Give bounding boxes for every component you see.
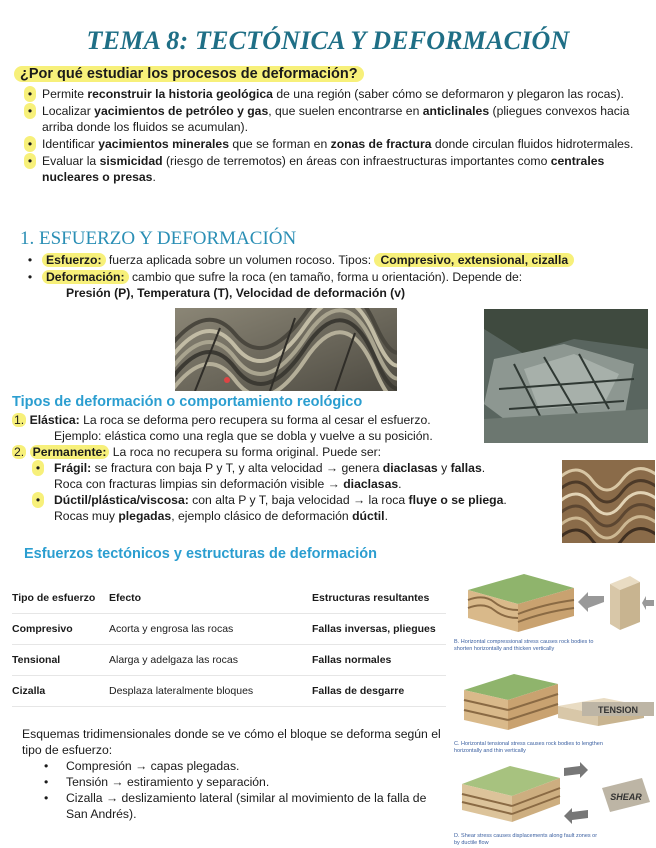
deformation-factors: Presión (P), Temperatura (T), Velocidad de deformación (v)	[66, 286, 406, 300]
tipos-heading: Tipos de deformación o comportamiento reológico	[12, 394, 363, 410]
diagram-caption: C. Horizontal tensional stress causes rock bodies to lengthen horizontally and thin vertically	[454, 741, 603, 754]
table-row	[12, 614, 446, 645]
table-row	[12, 676, 446, 707]
permanente-line: 2. Permanente: La roca no recupera su forma original. Puede ser:	[14, 445, 382, 459]
compression-diagram	[454, 570, 654, 650]
list-item: • Esfuerzo: fuerza aplicada sobre un volumen rocoso. Tipos: Compresivo, extensional, cizalla	[16, 252, 636, 268]
tipos-block	[12, 412, 552, 524]
table-header-row	[12, 583, 446, 614]
table-row	[12, 645, 446, 676]
list-item: • Permite reconstruir la historia geológica de una región (saber cómo se deformaron y plegaron las rocas).	[16, 86, 636, 102]
table-cell: Fallas normales	[312, 645, 446, 676]
table-cell: Cizalla	[12, 676, 109, 707]
ductil-line-2: Rocas muy plegadas, ejemplo clásico de deformación dúctil.	[54, 509, 388, 523]
list-item: • Cizalla → deslizamiento lateral (similar al movimiento de la falla de San Andrés).	[44, 791, 427, 821]
tension-diagram	[454, 668, 654, 752]
intro-question: ¿Por qué estudiar los procesos de deformación?	[14, 66, 364, 82]
intro-list	[16, 86, 636, 186]
esquemas-list	[22, 758, 450, 822]
elastica-line: 1. Elástica: La roca se deforma pero recupera su forma al cesar el esfuerzo.	[14, 413, 431, 427]
table-cell: Desplaza lateralmente bloques	[109, 676, 312, 707]
table-cell: Fallas de desgarre	[312, 676, 446, 707]
elastica-example: Ejemplo: elástica como una regla que se dobla y vuelve a su posición.	[54, 429, 433, 443]
section1-list	[16, 252, 636, 286]
folded-rock-photo	[175, 308, 397, 391]
esfuerzos-heading: Esfuerzos tectónicos y estructuras de deformación	[24, 546, 377, 562]
shear-label: SHEAR	[610, 792, 642, 802]
table-cell: Tensional	[12, 645, 109, 676]
diagram-caption: D. Shear stress causes displacements along fault zones or by ductile flow	[454, 833, 598, 846]
fragil-line: • Frágil: se fractura con baja P y T, y alta velocidad → genera diaclasas y fallas.	[12, 460, 552, 476]
table-cell: Acorta y engrosa las rocas	[109, 614, 312, 645]
tension-label: TENSION	[597, 705, 639, 715]
list-item: • Tensión → estiramiento y separación.	[44, 775, 270, 789]
table-cell: Alarga y adelgaza las rocas	[109, 645, 312, 676]
page-title: TEMA 8: TECTÓNICA Y DEFORMACIÓN	[86, 26, 570, 55]
diagram-caption: B. Horizontal compressional stress causes rock bodies to shorten horizontally and thicken vertically	[454, 639, 594, 652]
list-item: • Localizar yacimientos de petróleo y gas, que suelen encontrarse en anticlinales (pliegues convexos hacia arriba donde los fluidos se acumulan).	[16, 103, 636, 135]
ductil-line: • Dúctil/plástica/viscosa: con alta P y T, baja velocidad → la roca fluye o se pliega.	[12, 492, 552, 508]
esfuerzos-table	[12, 583, 446, 707]
table-header: Tipo de esfuerzo	[12, 583, 109, 614]
table-header: Efecto	[109, 583, 312, 614]
list-item: • Evaluar la sismicidad (riesgo de terremotos) en áreas con infraestructuras importantes como centrales nucleares o presas.	[16, 153, 636, 185]
list-item: • Compresión → capas plegadas.	[44, 759, 240, 773]
table-cell: Fallas inversas, pliegues	[312, 614, 446, 645]
table-cell: Compresivo	[12, 614, 109, 645]
section-heading: 1. ESFUERZO Y DEFORMACIÓN	[20, 228, 297, 249]
fragil-line-2: Roca con fracturas limpias sin deformación visible → diaclasas.	[54, 477, 402, 491]
esquemas-intro: Esquemas tridimensionales donde se ve cómo el bloque se deforma según el tipo de esfuerzo:	[22, 727, 441, 757]
ductile-fold-photo	[562, 460, 655, 543]
list-item: • Deformación: cambio que sufre la roca (en tamaño, forma u orientación). Depende de:	[27, 270, 523, 284]
table-header: Estructuras resultantes	[312, 583, 446, 614]
shear-diagram	[454, 758, 654, 846]
list-item: • Identificar yacimientos minerales que se forman en zonas de fractura donde circulan fluidos hidrotermales.	[16, 136, 636, 152]
